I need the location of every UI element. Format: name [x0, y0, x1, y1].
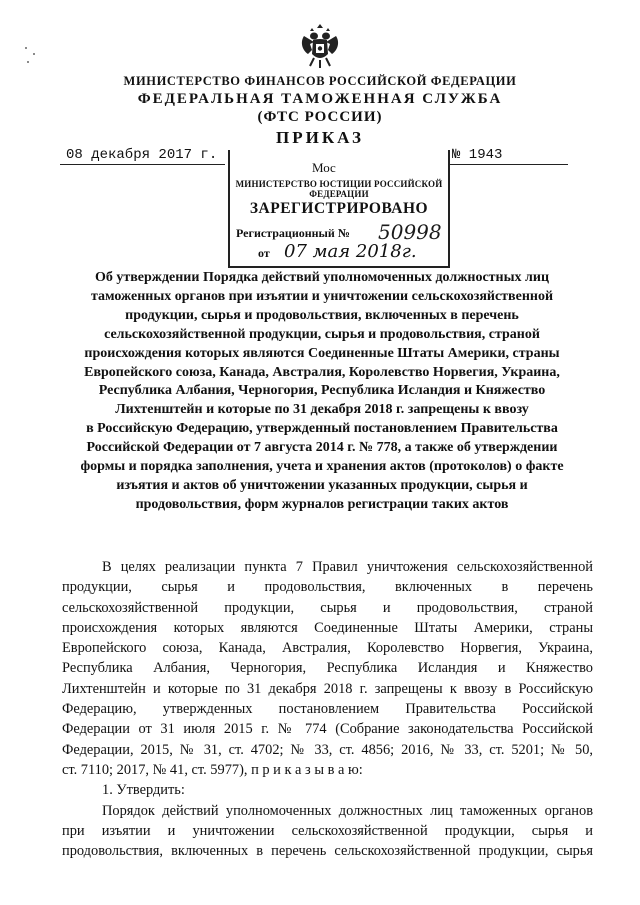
- title-line: Республика Албания, Черногория, Республика Исландия и Княжество: [98, 383, 546, 399]
- body-line: Европейского союза, Канада, Австралия, Королевство Норвегия, Украина,: [62, 640, 593, 657]
- body-line: происхождения которых являются Соединенные Штаты Америки, страны: [62, 619, 593, 636]
- title-line: происхождения которых являются Соединенные Штаты Америки, страны: [84, 345, 560, 361]
- stamp-reg-number: 50998: [378, 220, 442, 244]
- body-line: продукции, сырья и продовольствия, включенных в перечень: [62, 579, 593, 596]
- state-emblem-icon: [298, 20, 342, 70]
- title-line: Российской Федерации от 7 августа 2014 г. № 778, а также об утверждении: [86, 440, 558, 456]
- title-line: таможенных органов при изъятии и уничтожении сельскохозяйственной: [90, 288, 554, 304]
- service-short-name: (ФТС РОССИИ): [257, 109, 383, 125]
- stamp-city: Мос: [312, 160, 336, 175]
- body-line: Республика Албания, Черногория, Республика Исландия и Княжество: [62, 660, 593, 677]
- title-line: формы и порядка заполнения, учета и хранения актов (протоколов) о факте: [80, 459, 564, 475]
- stamp-reg-label: Регистрационный №: [236, 226, 350, 240]
- body-line: 1. Утвердить:: [102, 782, 185, 799]
- scan-mark-icon: [22, 44, 42, 66]
- service-name: ФЕДЕРАЛЬНАЯ ТАМОЖЕННАЯ СЛУЖБА: [137, 91, 503, 107]
- order-title: [62, 269, 582, 515]
- body-line: Порядок действий уполномоченных должностных лиц таможенных органов: [102, 802, 593, 819]
- registration-stamp: [228, 150, 450, 268]
- order-number: № 1943: [452, 147, 503, 163]
- title-line: в Российскую Федерацию, утвержденный постановлением Правительства: [86, 421, 558, 437]
- title-line: Лихтенштейн и которые по 31 декабря 2018 г. запрещены к ввозу: [115, 402, 529, 418]
- body-line: Федерацию, утвержденных постановлением Правительства Российской: [62, 701, 593, 718]
- body-line: Федерации, 2015, № 31, ст. 4702; № 33, ст. 4856; 2016, № 33, ст. 5201; № 50,: [62, 741, 593, 758]
- date-underline: [60, 164, 225, 165]
- body-line: продовольствия, включенных в перечень сельскохозяйственной продукции, сырья: [62, 843, 593, 860]
- document-type: ПРИКАЗ: [276, 128, 364, 147]
- body-line: ст. 7110; 2017, № 41, ст. 5977), п р и к а з ы в а ю:: [62, 761, 363, 778]
- stamp-status: ЗАРЕГИСТРИРОВАНО: [249, 200, 429, 217]
- title-line: продукции, сырья и продовольствия, включенных в перечень: [125, 307, 519, 323]
- title-line: Об утверждении Порядка действий уполномоченных должностных лиц: [94, 270, 550, 285]
- body-line: Лихтенштейн и которые по 31 декабря 2018 г. запрещены к ввозу в Российскую: [62, 680, 593, 697]
- stamp-ministry: МИНИСТЕРСТВО ЮСТИЦИИ РОССИЙСКОЙ ФЕДЕРАЦИИ: [235, 179, 443, 199]
- stamp-date-value: 07 мая 2018г.: [284, 241, 417, 262]
- order-body: [62, 557, 593, 861]
- stamp-date-label: от: [258, 246, 270, 260]
- title-line: продовольствия, форм журналов регистрации таких актов: [135, 496, 509, 512]
- order-date: 08 декабря 2017 г.: [66, 147, 218, 163]
- number-underline: [448, 164, 568, 165]
- body-line: при изъятии и уничтожении сельскохозяйственной продукции, сырья и: [62, 822, 593, 839]
- body-line: Федерации от 31 июля 2015 г. № 774 (Собрание законодательства Российской: [62, 721, 593, 738]
- title-line: сельскохозяйственной продукции, сырья и продовольствия, страной: [104, 326, 540, 342]
- title-line: изъятия и актов об уничтожении указанных продукции, сырья и: [116, 477, 528, 493]
- body-line: В целях реализации пункта 7 Правил уничтожения сельскохозяйственной: [102, 559, 593, 575]
- ministry-name: МИНИСТЕРСТВО ФИНАНСОВ РОССИЙСКОЙ ФЕДЕРАЦИИ: [123, 74, 517, 88]
- body-line: сельскохозяйственной продукции, сырья и продовольствия, страной: [62, 599, 593, 616]
- title-line: Европейского союза, Канада, Австралия, Королевство Норвегия, Украина,: [84, 364, 560, 380]
